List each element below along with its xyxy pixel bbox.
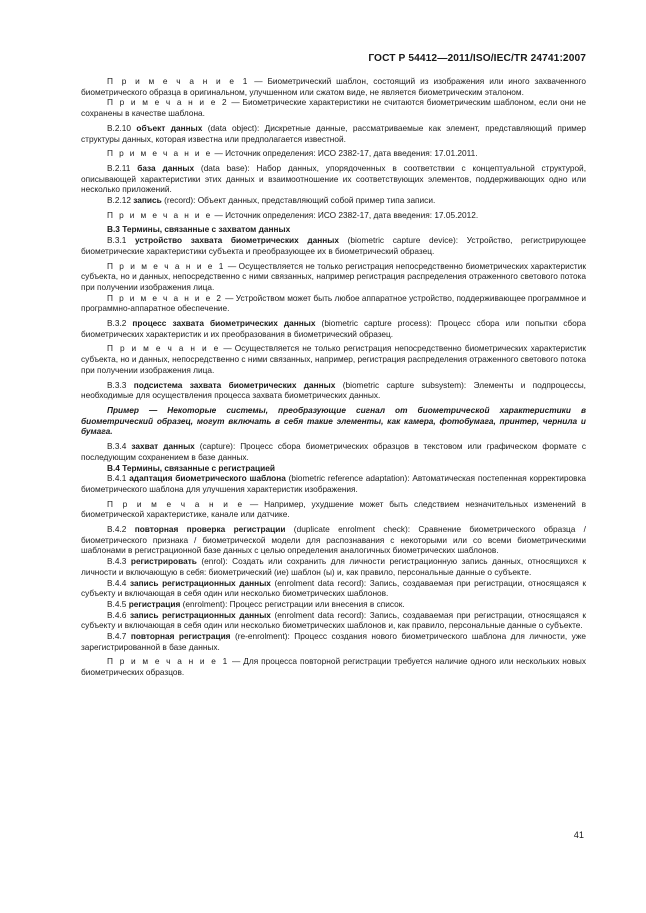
term-definition: (enrol): Создать или сохранить для личности регистрационную запись данных, относящихся к личности и включающую в себя: биометрический (ие) шаблон (ы) и, как правило, персональные данные о субъекте.	[81, 556, 586, 577]
note-text: — Биометрические характеристики не считаются биометрическим шаблоном, если они не сохранены в качестве шаблона.	[81, 97, 586, 119]
note-paragraph	[81, 148, 586, 159]
term-definition: (enrolment data record): Запись, создаваемая при регистрации, относящаяся к субъекту и включающая в себя один или несколько биометрических шаблонов.	[81, 577, 586, 599]
page-number: 41	[573, 830, 584, 840]
term-name: запись	[133, 195, 162, 206]
term-definition: (re-enrolment): Процесс создания нового биометрического шаблона для личности, уже зарегистрированной в базе данных.	[81, 631, 586, 652]
term-paragraph	[81, 610, 586, 631]
term-number: B.4.6	[107, 609, 130, 620]
term-number: B.2.11	[107, 162, 138, 173]
term-paragraph	[81, 380, 586, 401]
term-paragraph	[81, 599, 586, 610]
note-paragraph	[81, 656, 586, 677]
term-definition: (data object): Дискретные данные, рассматриваемые как элемент, представляющий пример структуры данных, которая известна или предполагается известной.	[81, 122, 587, 144]
note-text: — Источник определения: ИСО 2382-17, дата введения: 17.05.2012.	[212, 209, 479, 220]
term-number: B.2.10	[107, 122, 137, 133]
term-number: B.4.3	[107, 556, 131, 567]
note-label: П р и м е ч а н и е 2	[107, 97, 229, 108]
note-paragraph	[81, 343, 586, 375]
term-name: запись регистрационных данных	[130, 609, 271, 620]
term-name: объект данных	[136, 122, 203, 133]
term-number: B.4.4	[107, 577, 130, 588]
term-definition: (biometric capture subsystem): Элементы и подпроцессы, необходимые для осуществления процесса захвата биометрических данных.	[81, 379, 586, 401]
term-paragraph	[81, 195, 586, 206]
note-label: П р и м е ч а н и е 1	[107, 76, 250, 86]
term-paragraph	[81, 235, 586, 256]
note-label: П р и м е ч а н и е	[107, 343, 221, 354]
term-number: B.3.3	[107, 379, 134, 390]
example-paragraph: Пример — Некоторые системы, преобразующие сигнал от биометрической характеристики в биометрический образец, могут включать в себя такие элементы, как камера, фотобумага, принтер, чернила и бумага.	[81, 404, 586, 437]
note-label: П р и м е ч а н и е 1	[107, 656, 230, 667]
section-heading: B.4 Термины, связанные с регистрацией	[107, 462, 275, 473]
term-number: B.2.12	[107, 195, 134, 206]
note-label: П р и м е ч а н и е 2	[107, 292, 223, 303]
note-paragraph	[81, 261, 586, 293]
term-definition: (duplicate enrolment check): Сравнение биометрического образца /биометрического признака / биометрической модели для распознавания с некоторыми или со всеми биометрическими шаблонами в регистрационной базе данных с целью определения аналогичных биометрических шаблонов.	[81, 524, 586, 556]
term-paragraph	[81, 318, 586, 339]
note-text: — Осуществляется не только регистрация непосредственно биометрических характеристик субъекта, но и данных, непосредственно с ними связанных, например, регистрация распределения отраженного светового потока при получении изображения лица.	[81, 343, 587, 375]
term-paragraph	[81, 578, 586, 599]
term-paragraph	[81, 123, 586, 144]
term-name: регистрация	[128, 598, 181, 609]
term-definition: (biometric capture process): Процесс сбора или попытки сбора биометрических характеристик и их преобразования в биометрический образец.	[81, 318, 587, 339]
document-body	[81, 76, 586, 678]
note-label: П р и м е ч а н и е	[107, 498, 245, 509]
term-paragraph	[81, 163, 586, 195]
note-paragraph	[81, 76, 586, 97]
note-paragraph	[81, 97, 586, 118]
section-heading: B.3 Термины, связанные с захватом данных	[107, 224, 291, 235]
note-text: — Для процесса повторной регистрации требуется наличие одного или нескольких новых биометрических образцов.	[81, 656, 586, 678]
term-name: регистрировать	[130, 556, 197, 567]
term-definition: (enrolment data record): Запись, создаваемая при регистрации, относящаяся к субъекту и включающая в себя один или несколько биометрических шаблонов и, как правило, персональные данные о субъекте.	[81, 609, 586, 631]
term-paragraph	[81, 524, 586, 556]
term-definition: (biometric capture device): Устройство, регистрирующее биометрические характеристики субъекта и преобразующее их в биометрический образец.	[81, 235, 586, 256]
term-paragraph	[81, 631, 586, 652]
term-name: подсистема захвата биометрических данных	[133, 379, 336, 390]
term-number: B.3.4	[107, 441, 132, 452]
term-definition: (data base): Набор данных, упорядоченных в соответствии с концептуальной структурой, описывающей характеристики этих данных и взаимоотношение их соответствующих элементов, поддерживающих одно или несколько приложений.	[81, 162, 586, 195]
note-label: П р и м е ч а н и е	[107, 209, 213, 220]
term-number: B.4.7	[107, 631, 131, 642]
note-paragraph	[81, 210, 586, 221]
term-number: B.4.1	[107, 473, 130, 484]
note-paragraph	[81, 499, 586, 520]
term-name: повторная регистрация	[130, 631, 231, 642]
term-definition: (capture): Процесс сбора биометрических образцов в текстовом или графическом формате с последующим сохранением в базе данных.	[81, 441, 586, 462]
term-number: B.3.2	[107, 318, 133, 329]
term-number: B.4.5	[107, 598, 129, 609]
note-text: — Устройством может быть любое аппаратное устройство, поддерживающее программное и программно-аппаратное обеспечение.	[81, 292, 587, 314]
note-text: — Осуществляется не только регистрация непосредственно биометрических характеристик субъекта, но и данных, непосредственно с ними связанных, например регистрация распределения отраженного светового потока при получении изображения лица.	[81, 260, 586, 292]
term-name: устройство захвата биометрических данных	[135, 235, 339, 246]
note-text: — Биометрический шаблон, состоящий из изображения или иного захваченного биометрического образца в оригинальном, улучшенном или сжатом виде, не является биометрическим эталоном.	[81, 76, 586, 97]
note-label: П р и м е ч а н и е	[107, 148, 213, 159]
term-definition: (record): Объект данных, представляющий собой пример типа записи.	[161, 195, 436, 206]
term-name: запись регистрационных данных	[130, 577, 271, 588]
term-number: B.3.1	[107, 235, 136, 246]
note-label: П р и м е ч а н и е 1	[107, 260, 226, 271]
term-name: адаптация биометрического шаблона	[129, 473, 286, 484]
term-paragraph	[81, 441, 586, 462]
term-name: захват данных	[131, 441, 195, 452]
document-header: ГОСТ Р 54412—2011/ISO/IEC/TR 24741:2007	[368, 53, 586, 64]
term-paragraph	[81, 556, 586, 577]
term-name: процесс захвата биометрических данных	[132, 318, 316, 329]
term-name: база данных	[137, 162, 195, 173]
term-paragraph	[81, 473, 586, 494]
note-text: — Например, ухудшение может быть следствием незначительных изменений в биометрической характеристике, канале или датчике.	[81, 498, 586, 520]
term-name: повторная проверка регистрации	[134, 524, 286, 535]
term-number: B.4.2	[107, 524, 135, 535]
term-definition: (biometric reference adaptation): Автоматическая постепенная корректировка биометрического шаблона для улучшения характеристик изображения.	[81, 473, 586, 494]
term-definition: (enrolment): Процесс регистрации или внесения в список.	[180, 598, 405, 609]
note-paragraph	[81, 293, 586, 314]
note-text: — Источник определения: ИСО 2382-17, дата введения: 17.01.2011.	[212, 148, 478, 159]
